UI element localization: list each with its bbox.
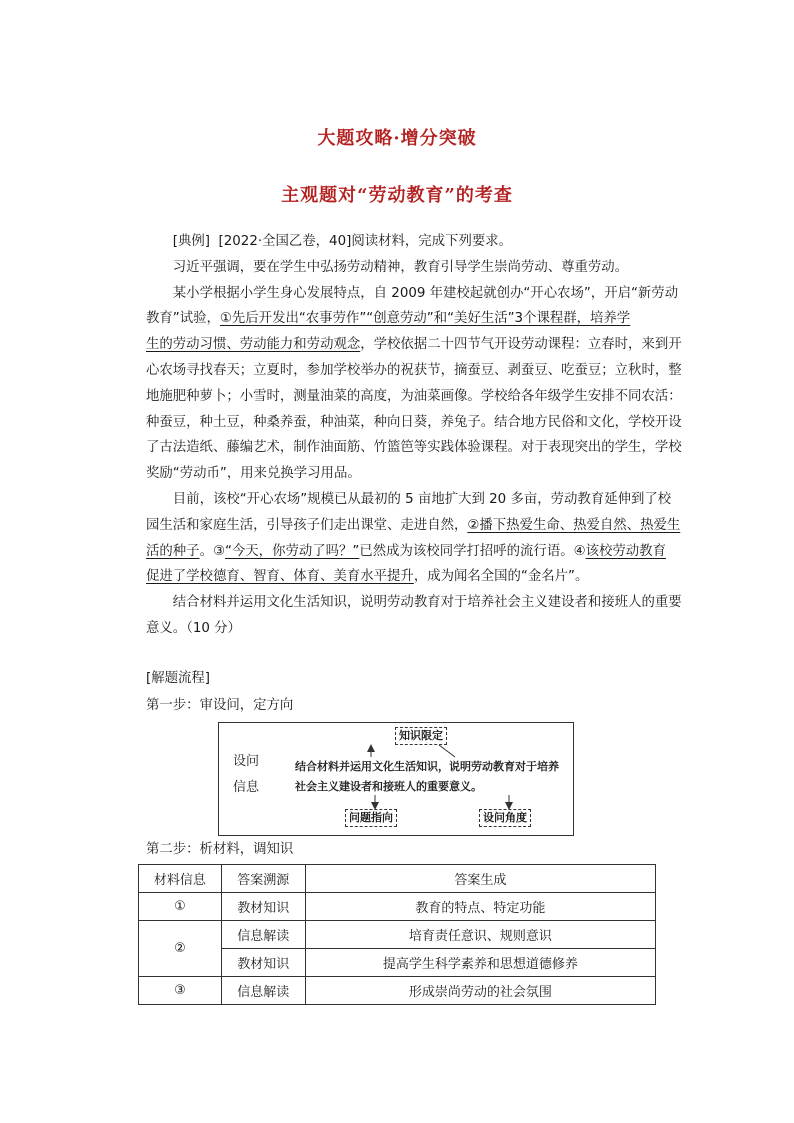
table-header: 材料信息 [139, 865, 222, 893]
question-analysis-diagram [218, 722, 574, 836]
step2-label: 第二步：析材料，调知识 [146, 842, 294, 857]
example-source: [2022·全国乙卷，40]阅读材料，完成下列要求。 [218, 234, 513, 249]
page-title: 大题攻略·增分突破 [317, 128, 477, 149]
underlined-material-4b: 促进了学校德育、智育、体育、美育水平提升 [146, 569, 414, 585]
underlined-material-1b: 生的劳动习惯、劳动能力和劳动观念 [146, 337, 361, 353]
diagram-question-text: 结合材料并运用文化生活知识，说明劳动教育对于培养社会主义建设者和接班人的重要意义。 [295, 760, 559, 793]
underlined-material-4: 该校劳动教育 [585, 543, 666, 559]
table-row [139, 977, 656, 1005]
para2-line: 了古法造纸、藤编艺术，制作油面筋、竹篮笆等实践体验课程。对于表现突出的学生，学校 [146, 440, 682, 456]
underlined-material-2: ②播下热爱生命、热爱自然、热爱生 [467, 517, 681, 533]
section-subtitle: 主观题对“劳动教育”的考查 [281, 185, 513, 206]
para3-line: 目前，该校“开心农场”规模已从最初的 5 亩地扩大到 20 多亩，劳动教育延伸到了校 [172, 491, 672, 507]
table-cell: 信息解读 [221, 921, 305, 949]
example-line [146, 229, 686, 255]
box-knowledge-limit: 知识限定 [395, 727, 447, 745]
table-cell: 信息解读 [221, 977, 305, 1005]
para3-line: 促进了学校德育、智育、体育、美育水平提升，成为闻名全国的“金名片”。 [146, 569, 589, 585]
underlined-material-2b: 活的种子 [146, 543, 200, 559]
table-cell: ② [139, 921, 222, 977]
para2-line: 地施肥种萝卜；小雪时，测量油菜的高度，为油菜画像。学校给各年级学生安排不同农活： [146, 388, 682, 404]
underlined-material-3: “今天，你劳动了吗？” [224, 543, 360, 559]
para2-line: 心农场寻找春天；立夏时，参加学校举办的祝获节，摘蚕豆、剥蚕豆、吃蚕豆；立秋时，整 [146, 362, 682, 378]
para1-line: 习近平强调，要在学生中弘扬劳动精神，教育引导学生崇尚劳动、尊重劳动。 [172, 259, 629, 275]
table-row [139, 893, 656, 921]
table-row [139, 921, 656, 949]
analysis-table [138, 864, 656, 1005]
para2-line: 种蚕豆，种土豆，种桑养蚕，种油菜，种向日葵，养兔子。结合地方民俗和文化，学校开设 [146, 414, 682, 430]
para2-line: 奖励“劳动币”，用来兑换学习用品。 [146, 466, 361, 482]
question-line: 结合材料并运用文化生活知识，说明劳动教育对于培养社会主义建设者和接班人的重要 [172, 595, 682, 611]
box-problem-pointer: 问题指向 [345, 809, 397, 827]
table-cell: 教材知识 [221, 949, 305, 977]
example-tag: [典例] [172, 234, 211, 249]
table-cell: 教育的特点、特定功能 [305, 893, 655, 921]
box-question-angle: 设问角度 [479, 809, 531, 827]
table-cell: ① [139, 893, 222, 921]
diagram-left-label: 设问信息 [233, 754, 260, 795]
para2-line: 生的劳动习惯、劳动能力和劳动观念，学校依据二十四节气开设劳动课程：立春时，来到开 [146, 337, 682, 353]
question-line: 意义。（10 分） [146, 620, 241, 636]
table-header: 答案生成 [305, 865, 655, 893]
table-cell: 提高学生科学素养和思想道德修养 [305, 949, 655, 977]
table-cell: 培育责任意识、规则意识 [305, 921, 655, 949]
table-cell: ③ [139, 977, 222, 1005]
table-cell: 教材知识 [221, 893, 305, 921]
underlined-material-1: ①先后开发出“农事劳作”“创意劳动”和“美好生活”3个课程群，培养学 [219, 311, 631, 327]
flow-label: [解题流程] [146, 671, 211, 686]
body-text [146, 229, 686, 642]
para2-line: 某小学根据小学生身心发展特点，自 2009 年建校起就创办“开心农场”，开启“新劳动 [172, 285, 679, 301]
table-header-row [139, 865, 656, 893]
table-cell: 形成崇尚劳动的社会氛围 [305, 977, 655, 1005]
para2-line: 教育”试验，①先后开发出“农事劳作”“创意劳动”和“美好生活”3个课程群，培养学 [146, 311, 631, 327]
para3-line: 园生活和家庭生活，引导孩子们走出课堂、走进自然，②播下热爱生命、热爱自然、热爱生 [146, 517, 681, 533]
table-header: 答案溯源 [221, 865, 305, 893]
step1-label: 第一步：审设问，定方向 [146, 698, 294, 713]
para3-line: 活的种子。③“今天，你劳动了吗？”已然成为该校同学打招呼的流行语。④该校劳动教育 [146, 543, 666, 559]
